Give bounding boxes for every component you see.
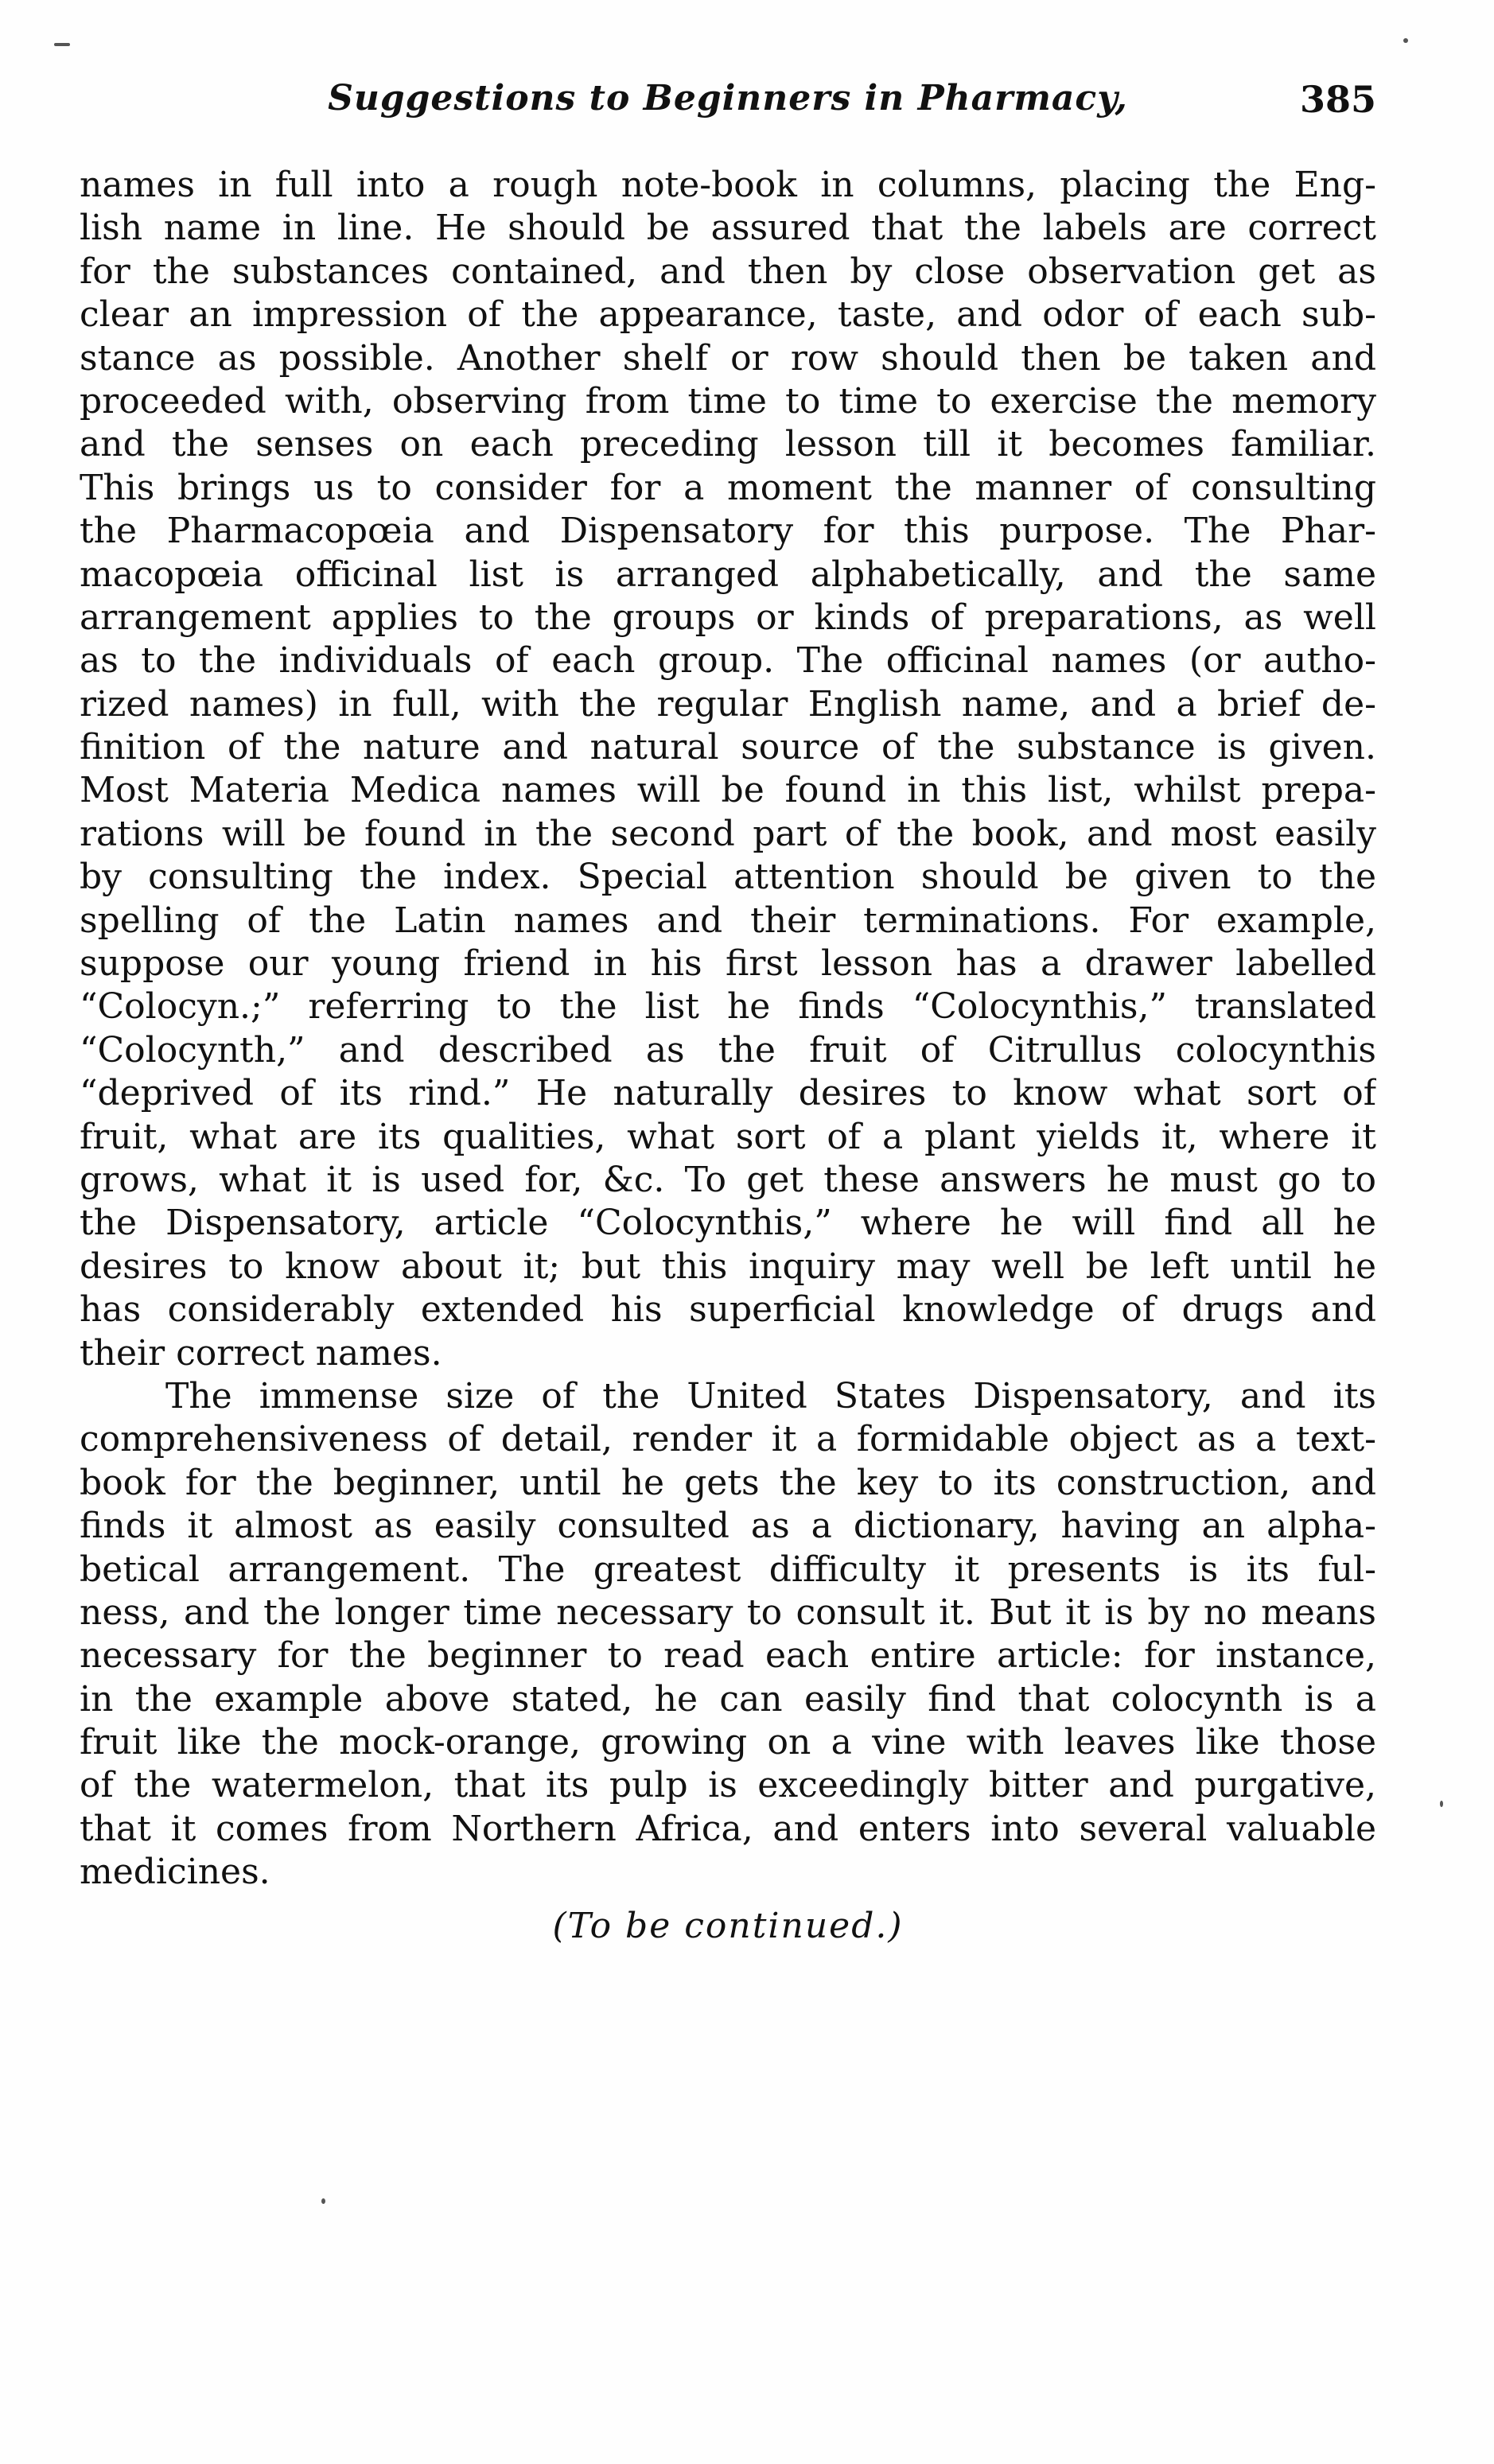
text-line: rations will be found in the second part of the book, and most easily xyxy=(80,813,1376,854)
text-line: as to the individuals of each group. The officinal names (or autho- xyxy=(80,640,1376,682)
continued-note: (To be continued.) xyxy=(552,1906,904,1946)
text-line: book for the beginner, until he gets the key to its construction, and xyxy=(80,1462,1376,1503)
text-line: Most Materia Medica names will be found in this list, whilst prepa- xyxy=(80,770,1376,811)
text-line: that it comes from Northern Africa, and enters into several valuable xyxy=(80,1808,1376,1849)
text-line: betical arrangement. The greatest difficulty it presents is its ful- xyxy=(80,1549,1376,1590)
text-line: clear an impression of the appearance, taste, and odor of each sub- xyxy=(80,294,1376,336)
article-body xyxy=(80,164,1376,1895)
text-line: fruit, what are its qualities, what sort of a plant yields it, where it xyxy=(80,1116,1376,1157)
text-line: finition of the nature and natural source of the substance is given. xyxy=(80,727,1376,768)
text-line: spelling of the Latin names and their terminations. For example, xyxy=(80,900,1376,941)
text-line: desires to know about it; but this inquiry may well be left until he xyxy=(80,1246,1376,1287)
ink-speck xyxy=(321,2198,325,2204)
text-line: their correct names. xyxy=(80,1332,442,1374)
text-line: “deprived of its rind.” He naturally desires to know what sort of xyxy=(80,1073,1376,1114)
ink-speck xyxy=(1403,38,1408,43)
ink-speck xyxy=(1440,1801,1443,1807)
text-line: names in full into a rough note-book in columns, placing the Eng- xyxy=(80,165,1376,205)
text-line: This brings us to consider for a moment the manner of consulting xyxy=(80,467,1376,508)
paragraph-1 xyxy=(80,164,1376,1375)
text-line: finds it almost as easily consulted as a dictionary, having an alpha- xyxy=(80,1506,1376,1547)
text-line: comprehensiveness of detail, render it a formidable object as a text- xyxy=(80,1419,1376,1460)
text-line: rized names) in full, with the regular English name, and a brief de- xyxy=(80,683,1376,725)
text-line: suppose our young friend in his first lesson has a drawer labelled xyxy=(80,943,1376,985)
running-title: Suggestions to Beginners in Pharmacy, xyxy=(328,78,1128,119)
text-line: and the senses on each preceding lesson till it becomes familiar. xyxy=(80,424,1376,465)
text-line: The immense size of the United States Dispensatory, and its xyxy=(165,1375,1376,1417)
text-line: “Colocyn.;” referring to the list he finds “Colocynthis,” translated xyxy=(80,986,1376,1028)
text-line: macopœia officinal list is arranged alphabetically, and the same xyxy=(80,554,1376,595)
text-line: necessary for the beginner to read each entire article: for instance, xyxy=(80,1635,1376,1677)
text-line: has considerably extended his superficial knowledge of drugs and xyxy=(80,1289,1376,1331)
text-line: the Pharmacopœia and Dispensatory for this purpose. The Phar- xyxy=(80,511,1376,552)
text-line: arrangement applies to the groups or kinds of preparations, as well xyxy=(80,597,1376,638)
text-line: fruit like the mock-orange, growing on a vine with leaves like those xyxy=(80,1722,1376,1763)
text-line: proceeded with, observing from time to time to exercise the memory xyxy=(80,380,1376,422)
text-line: medicines. xyxy=(80,1852,270,1893)
text-line: stance as possible. Another shelf or row should then be taken and xyxy=(80,337,1376,379)
text-line: by consulting the index. Special attention should be given to the xyxy=(80,857,1376,898)
text-line: the Dispensatory, article “Colocynthis,” where he will find all he xyxy=(80,1203,1376,1244)
text-line: ness, and the longer time necessary to consult it. But it is by no means xyxy=(80,1591,1376,1633)
text-line: of the watermelon, that its pulp is exceedingly bitter and purgative, xyxy=(80,1765,1376,1806)
text-line: lish name in line. He should be assured that the labels are correct xyxy=(80,208,1376,249)
page-number: 385 xyxy=(1299,78,1376,121)
ink-speck xyxy=(54,43,70,46)
running-head xyxy=(80,78,1376,134)
text-line: in the example above stated, he can easily find that colocynth is a xyxy=(80,1678,1376,1720)
text-line: grows, what it is used for, &c. To get these answers he must go to xyxy=(80,1159,1376,1200)
text-line: for the substances contained, and then by close observation get as xyxy=(80,251,1376,292)
paragraph-2 xyxy=(80,1375,1376,1895)
text-line: “Colocynth,” and described as the fruit of Citrullus colocynthis xyxy=(80,1029,1376,1071)
